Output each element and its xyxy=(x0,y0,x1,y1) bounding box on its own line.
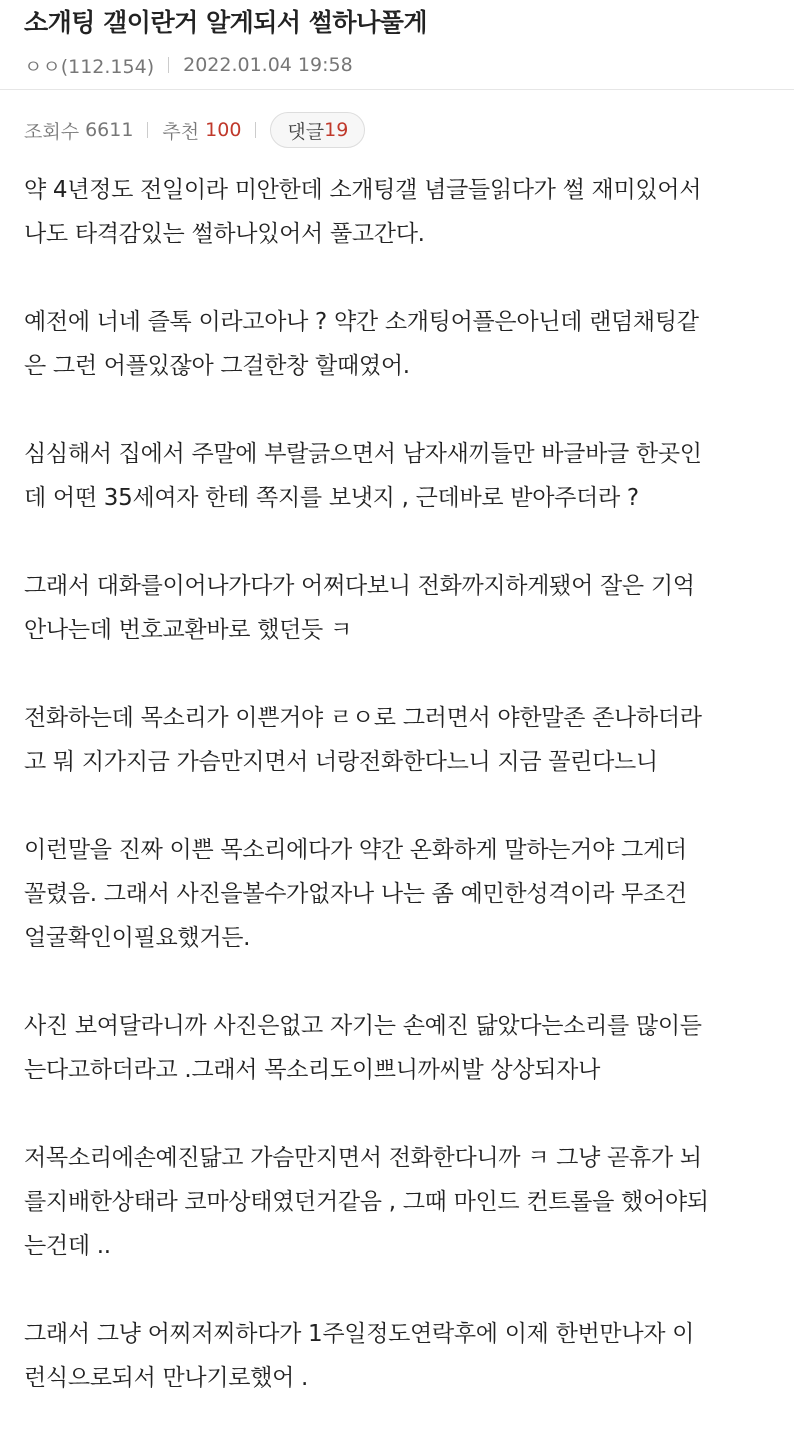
body-line: 는다고하더라고 .그래서 목소리도이쁘니까씨발 상상되자나 xyxy=(24,1057,600,1083)
body-paragraph xyxy=(24,432,770,520)
recommend-count: 100 xyxy=(205,119,242,141)
body-line: 꼴렸음. 그래서 사진을볼수가없자나 나는 좀 예민한성격이라 무조건 xyxy=(24,881,687,907)
post-header xyxy=(0,0,794,90)
body-paragraph xyxy=(24,564,770,652)
stats-divider xyxy=(147,122,148,138)
body-paragraph xyxy=(24,1136,770,1268)
post-stats xyxy=(0,96,794,164)
body-line: 약 4년정도 전일이라 미안한데 소개팅갤 념글들읽다가 썰 재미있어서 xyxy=(24,177,702,203)
comment-button[interactable] xyxy=(270,112,365,148)
post-title: 소개팅 갤이란거 알게되서 썰하나풀게 xyxy=(24,8,428,37)
body-line: 은 그런 어플있잖아 그걸한창 할때였어. xyxy=(24,353,410,379)
body-paragraph xyxy=(24,1312,770,1400)
body-line: 심심해서 집에서 주말에 부랄긁으면서 남자새끼들만 바글바글 한곳인 xyxy=(24,441,702,467)
body-line: 나도 타격감있는 썰하나있어서 풀고간다. xyxy=(24,221,425,247)
recommend-label: 추천 xyxy=(162,120,200,143)
body-paragraph xyxy=(24,828,770,960)
body-line: 전화하는데 목소리가 이쁜거야 ㄹㅇ로 그러면서 야한말존 존나하더라 xyxy=(24,705,702,731)
post-body xyxy=(0,164,794,1400)
body-line: 그래서 그냥 어찌저찌하다가 1주일정도연락후에 이제 한번만나자 이 xyxy=(24,1321,695,1347)
body-line: 그래서 대화를이어나가다가 어쩌다보니 전화까지하게됐어 잘은 기억 xyxy=(24,573,695,599)
post-date: 2022.01.04 19:58 xyxy=(183,54,353,76)
body-line: 이런말을 진짜 이쁜 목소리에다가 약간 온화하게 말하는거야 그게더 xyxy=(24,837,687,863)
body-line: 저목소리에손예진닮고 가슴만지면서 전화한다니까 ㅋ 그냥 곧휴가 뇌 xyxy=(24,1145,702,1171)
body-line: 런식으로되서 만나기로했어 . xyxy=(24,1365,309,1391)
comment-label: 댓글 xyxy=(287,120,325,143)
body-line: 데 어떤 35세여자 한테 쪽지를 보냇지 , 근데바로 받아주더라 ? xyxy=(24,485,639,511)
author-name[interactable]: ㅇㅇ(112.154) xyxy=(24,55,155,78)
body-line: 를지배한상태라 코마상태였던거같음 , 그때 마인드 컨트롤을 했어야되 xyxy=(24,1189,709,1215)
body-paragraph xyxy=(24,1004,770,1092)
comment-count: 19 xyxy=(324,119,349,141)
body-line: 안나는데 번호교환바로 했던듯 ㅋ xyxy=(24,617,352,643)
body-line: 예전에 너네 즐톡 이라고아나 ? 약간 소개팅어플은아닌데 랜덤채팅같 xyxy=(24,309,699,335)
views-count: 6611 xyxy=(85,119,134,141)
views-label: 조회수 xyxy=(24,120,80,143)
meta-divider xyxy=(168,57,169,73)
stats-divider xyxy=(255,122,256,138)
body-line: 사진 보여달라니까 사진은없고 자기는 손예진 닮았다는소리를 많이듣 xyxy=(24,1013,702,1039)
body-paragraph xyxy=(24,168,770,256)
body-paragraph xyxy=(24,696,770,784)
body-line: 는건데 .. xyxy=(24,1233,111,1259)
post-meta xyxy=(24,50,770,80)
body-paragraph xyxy=(24,300,770,388)
body-line: 고 뭐 지가지금 가슴만지면서 너랑전화한다느니 지금 꼴린다느니 xyxy=(24,749,658,775)
body-line: 얼굴확인이필요했거든. xyxy=(24,925,251,951)
